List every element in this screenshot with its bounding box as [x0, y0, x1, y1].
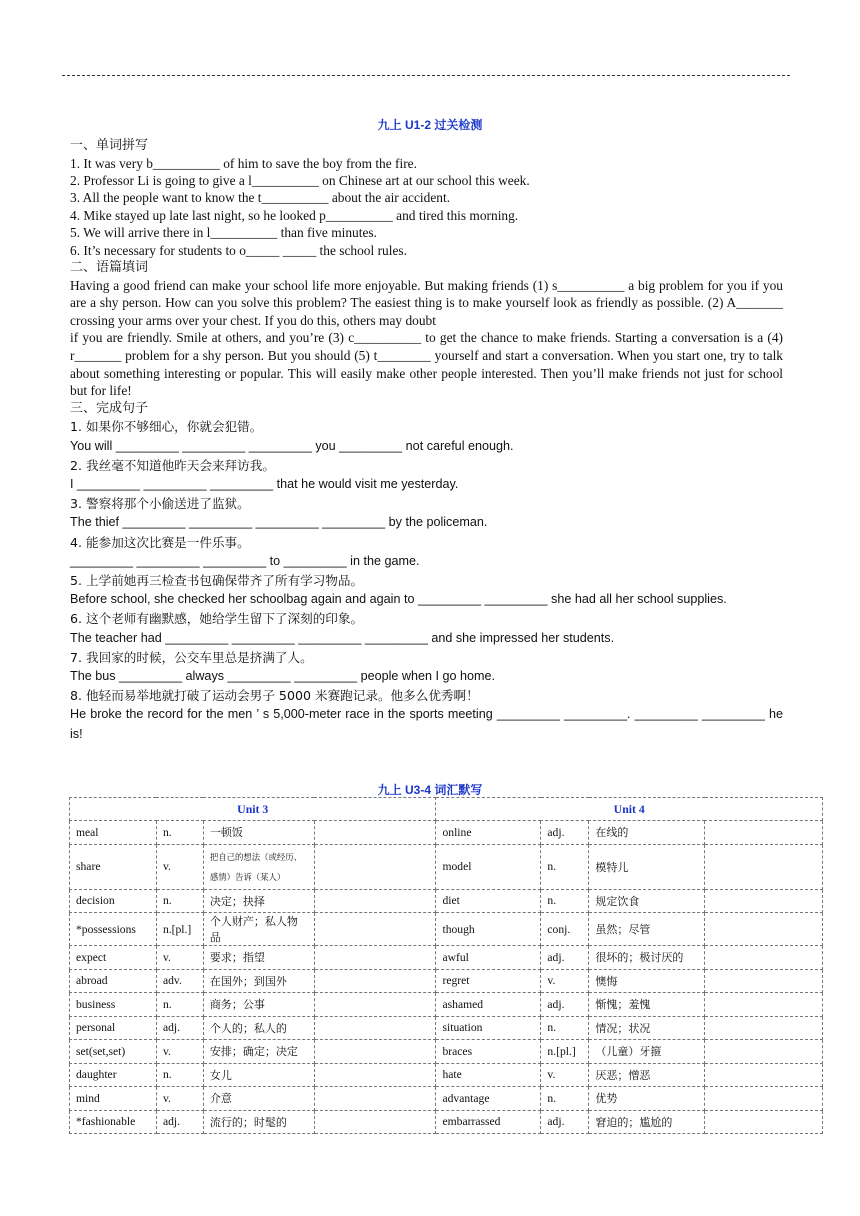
- meaning-cell: 决定；抉择: [203, 889, 314, 913]
- vocab-table: [69, 797, 823, 1134]
- meaning-line: 把自己的想法（或经历、: [209, 851, 303, 862]
- cloze-paragraph-2: if you are friendly. Smile at others, and you’re (3) c__________ to get the chance to make friends. Starting a conversation is a (4) r_______ problem for a shy person. But you should (5) t________ yourself and start a conversation. When you start one, try to talk about something interesting or popular. This will easily make other people interested. Then you’ll make friends not just for school but for life!: [70, 330, 783, 399]
- section-heading-spelling: 一、单词拼写: [70, 138, 149, 153]
- meaning-line: 感情）告诉（某人）: [209, 871, 286, 882]
- sentence-chinese: 3. 警察将那个小偷送进了监狱。: [70, 496, 250, 512]
- blank-cell[interactable]: [705, 889, 823, 913]
- blank-cell[interactable]: [705, 993, 823, 1017]
- word-cell: embarrassed: [436, 1110, 541, 1134]
- meaning-cell: 安排；确定；决定: [203, 1040, 314, 1064]
- pos-cell: n.: [156, 889, 203, 913]
- spelling-item: 6. It’s necessary for students to o_____ _____ the school rules.: [70, 242, 407, 258]
- sentence-chinese: 6. 这个老师有幽默感，她给学生留下了深刻的印象。: [70, 611, 364, 627]
- pos-cell: n.[pl.]: [156, 913, 203, 946]
- pos-cell: adj.: [541, 946, 589, 970]
- pos-cell: n.: [541, 1087, 589, 1111]
- word-cell: hate: [436, 1063, 541, 1087]
- sentence-english: The teacher had _________ _________ _________ _________ and she impressed her students.: [70, 630, 615, 645]
- sentence-chinese: 2. 我丝毫不知道他昨天会来拜访我。: [70, 457, 275, 473]
- word-cell: personal: [70, 1016, 157, 1040]
- spelling-item: 2. Professor Li is going to give a l__________ on Chinese art at our school this week.: [70, 173, 530, 188]
- word-cell: situation: [436, 1016, 541, 1040]
- blank-cell[interactable]: [705, 1087, 823, 1111]
- blank-cell[interactable]: [314, 1040, 436, 1064]
- pos-cell: n.: [156, 993, 203, 1017]
- meaning-cell: 规定饮食: [589, 889, 705, 913]
- meaning-cell: 个人财产；私人物品: [203, 913, 314, 946]
- blank-cell[interactable]: [705, 1110, 823, 1134]
- pos-cell: adj.: [541, 821, 589, 845]
- blank-cell[interactable]: [314, 993, 436, 1017]
- blank-cell[interactable]: [314, 821, 436, 845]
- pos-cell: n.: [541, 1016, 589, 1040]
- meaning-cell: [203, 844, 314, 889]
- spelling-item: 1. It was very b__________ of him to save the boy from the fire.: [70, 155, 417, 171]
- meaning-cell: 在国外；到国外: [203, 969, 314, 993]
- table-row: [70, 889, 823, 913]
- word-cell: ashamed: [436, 993, 541, 1017]
- sentence-english: The bus _________ always _________ _________ people when I go home.: [70, 669, 496, 684]
- table-row: [70, 946, 823, 970]
- pos-cell: n.: [541, 889, 589, 913]
- pos-cell: v.: [156, 946, 203, 970]
- table-row: [70, 1016, 823, 1040]
- table-row: [70, 913, 823, 946]
- blank-cell[interactable]: [314, 1016, 436, 1040]
- word-cell: *fashionable: [70, 1110, 157, 1134]
- sentence-chinese: 1. 如果你不够细心，你就会犯错。: [70, 419, 263, 435]
- pos-cell: conj.: [541, 913, 589, 946]
- blank-cell[interactable]: [314, 1110, 436, 1134]
- sentence-english: The thief _________ _________ _________ _________ by the policeman.: [70, 515, 488, 530]
- blank-cell[interactable]: [705, 1016, 823, 1040]
- cloze-paragraph-1: Having a good friend can make your school life more enjoyable. But making friends (1) s__________ a big problem for you if you are a shy person. How can you solve this problem? The easiest thing is to make yourself look as friendly as possible. (2) A_______ crossing your arms over your chest. If you do this, others may doubt: [70, 277, 783, 328]
- sentence-chinese: 7. 我回家的时候，公交车里总是挤满了人。: [70, 649, 313, 665]
- blank-cell[interactable]: [314, 889, 436, 913]
- top-divider: [62, 75, 790, 76]
- spelling-item: 3. All the people want to know the t__________ about the air accident.: [70, 190, 451, 206]
- meaning-cell: 流行的；时髦的: [203, 1110, 314, 1134]
- word-cell: braces: [436, 1040, 541, 1064]
- table-row: [70, 1063, 823, 1087]
- pos-cell: v.: [541, 1063, 589, 1087]
- pos-cell: adj.: [541, 1110, 589, 1134]
- pos-cell: v.: [156, 844, 203, 889]
- section-heading-sentences: 三、完成句子: [70, 400, 149, 416]
- meaning-cell: 惭愧；羞愧: [589, 993, 705, 1017]
- word-cell: diet: [436, 889, 541, 913]
- quiz-content: [70, 137, 783, 744]
- table-header-row: [70, 798, 823, 821]
- table-row: [70, 1110, 823, 1134]
- word-cell: abroad: [70, 969, 157, 993]
- blank-cell[interactable]: [705, 913, 823, 946]
- meaning-cell: 个人的；私人的: [203, 1016, 314, 1040]
- word-cell: meal: [70, 821, 157, 845]
- meaning-cell: 虽然；尽管: [589, 913, 705, 946]
- meaning-cell: 模特儿: [589, 844, 705, 889]
- meaning-cell: 要求；指望: [203, 946, 314, 970]
- unit-4-header: Unit 4: [436, 798, 823, 821]
- blank-cell[interactable]: [314, 1063, 436, 1087]
- pos-cell: v.: [541, 969, 589, 993]
- section-heading-cloze: 二、语篇填词: [70, 260, 149, 276]
- sentence-english: You will _________ _________ _________ you _________ not careful enough.: [70, 438, 514, 453]
- word-cell: mind: [70, 1087, 157, 1111]
- meaning-cell: （儿童）牙箍: [589, 1040, 705, 1064]
- meaning-cell: 一顿饭: [203, 821, 314, 845]
- sentence-english: He broke the record for the men ’ s 5,000-meter race in the sports meeting _________ _________. _________ _________ he is!: [70, 707, 783, 741]
- word-cell: business: [70, 993, 157, 1017]
- blank-cell[interactable]: [705, 1040, 823, 1064]
- sentence-chinese: 4. 能参加这次比赛是一件乐事。: [70, 534, 250, 550]
- sentence-english: _________ _________ _________ to _________ in the game.: [70, 553, 420, 568]
- word-cell: set(set,set): [70, 1040, 157, 1064]
- blank-cell[interactable]: [314, 946, 436, 970]
- meaning-cell: 在线的: [589, 821, 705, 845]
- word-cell: regret: [436, 969, 541, 993]
- table-row: [70, 821, 823, 845]
- sentence-chinese: 8. 他轻而易举地就打破了运动会男子 5000 米赛跑记录。他多么优秀啊！: [70, 688, 479, 704]
- meaning-cell: 优势: [589, 1087, 705, 1111]
- blank-cell[interactable]: [705, 821, 823, 845]
- pos-cell: n.: [156, 821, 203, 845]
- spelling-item: 5. We will arrive there in l__________ than five minutes.: [70, 225, 377, 241]
- blank-cell[interactable]: [705, 844, 823, 889]
- pos-cell: adj.: [156, 1016, 203, 1040]
- blank-cell[interactable]: [705, 946, 823, 970]
- word-cell: advantage: [436, 1087, 541, 1111]
- table-row: [70, 969, 823, 993]
- word-cell: model: [436, 844, 541, 889]
- table-row: [70, 1040, 823, 1064]
- word-cell: share: [70, 844, 157, 889]
- meaning-cell: 情况；状况: [589, 1016, 705, 1040]
- meaning-cell: 商务；公事: [203, 993, 314, 1017]
- meaning-cell: 窘迫的；尴尬的: [589, 1110, 705, 1134]
- spelling-item: 4. Mike stayed up late last night, so he looked p__________ and tired this morning.: [70, 207, 519, 223]
- word-cell: daughter: [70, 1063, 157, 1087]
- blank-cell[interactable]: [314, 969, 436, 993]
- meaning-cell: 厌恶；憎恶: [589, 1063, 705, 1087]
- word-cell: awful: [436, 946, 541, 970]
- sentence-english: Before school, she checked her schoolbag again and again to _________ _________ she had all her school supplies.: [70, 592, 727, 607]
- vocab-title: 九上 U3-4 词汇默写: [377, 783, 483, 797]
- pos-cell: adv.: [156, 969, 203, 993]
- word-cell: though: [436, 913, 541, 946]
- pos-cell: adj.: [156, 1110, 203, 1134]
- word-cell: online: [436, 821, 541, 845]
- sentence-english: I _________ _________ _________ that he would visit me yesterday.: [70, 476, 459, 491]
- pos-cell: n.[pl.]: [541, 1040, 589, 1064]
- blank-cell[interactable]: [705, 969, 823, 993]
- meaning-cell: 女儿: [203, 1063, 314, 1087]
- pos-cell: n.: [541, 844, 589, 889]
- table-row: [70, 993, 823, 1017]
- meaning-cell: 很坏的；极讨厌的: [589, 946, 705, 970]
- blank-cell[interactable]: [705, 1063, 823, 1087]
- pos-cell: v.: [156, 1040, 203, 1064]
- blank-cell[interactable]: [314, 913, 436, 946]
- blank-cell[interactable]: [314, 1087, 436, 1111]
- sentence-chinese: 5. 上学前她再三检查书包确保带齐了所有学习物品。: [70, 573, 364, 588]
- table-row: [70, 1087, 823, 1111]
- word-cell: expect: [70, 946, 157, 970]
- meaning-cell: 介意: [203, 1087, 314, 1111]
- pos-cell: adj.: [541, 993, 589, 1017]
- table-row: [70, 844, 823, 889]
- word-cell: *possessions: [70, 913, 157, 946]
- unit-3-header: Unit 3: [70, 798, 436, 821]
- meaning-cell: 懊悔: [589, 969, 705, 993]
- pos-cell: v.: [156, 1087, 203, 1111]
- blank-cell[interactable]: [314, 844, 436, 889]
- quiz-title: 九上 U1-2 过关检测: [377, 118, 483, 132]
- pos-cell: n.: [156, 1063, 203, 1087]
- word-cell: decision: [70, 889, 157, 913]
